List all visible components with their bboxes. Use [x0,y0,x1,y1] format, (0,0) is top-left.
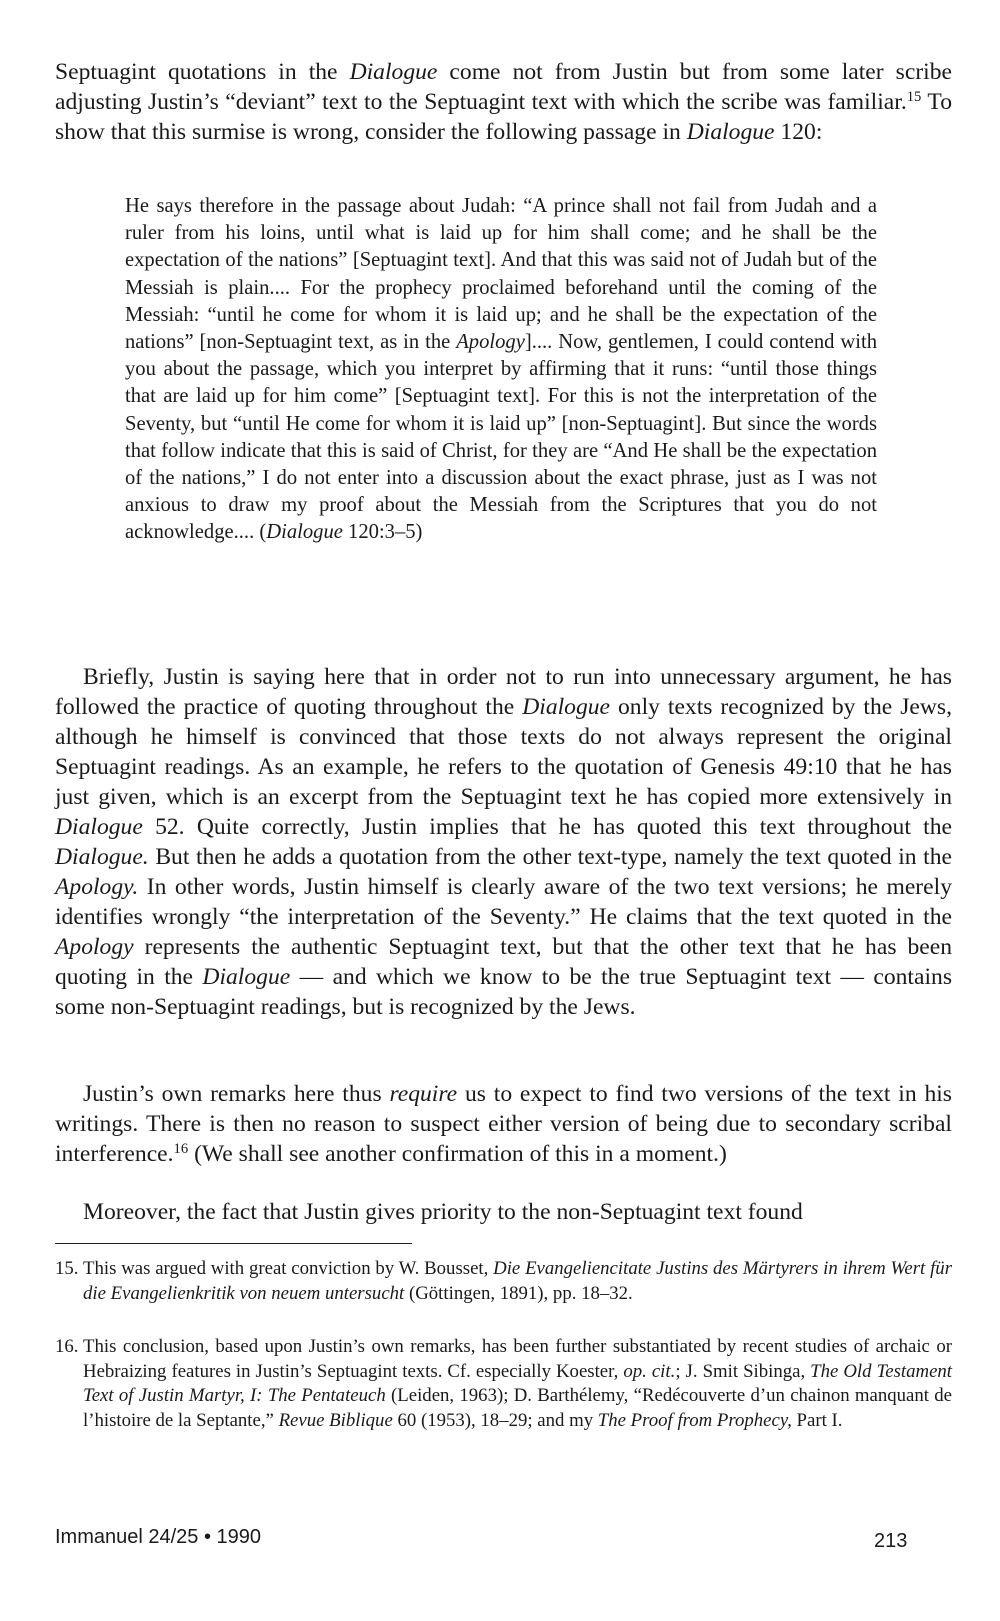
italic-title: Apology [456,331,525,354]
italic-title: The Proof from Prophecy, [597,1409,792,1431]
text-run: Briefly, Justin is saying here that in order not to run into unnecessary argument, he has followed the practice of quoting throughout the [55,664,952,720]
text-run: 120: [774,119,823,145]
footnote-16 [55,1335,952,1433]
page-number: 213 [874,1530,908,1552]
italic-title: Dialogue [55,814,143,840]
text-run: (Göttingen, 1891), pp. 18–32. [404,1282,633,1304]
text-run: us to expect to find two versions of the text in his writings. There is then no reason to suspect either version of being due to secondary scribal interference. [55,1081,952,1167]
italic-title: Apology [55,934,134,960]
text-run: Septuagint quotations in the [55,59,350,85]
text-run: represents the authentic Septuagint text, but that the other text that he has been quoting in the [55,934,952,990]
italic-abbreviation: op. cit. [623,1360,676,1382]
italic-title: Revue Biblique [278,1409,393,1431]
text-run: This was argued with great conviction by W. Bousset, [83,1258,494,1279]
paragraph-1 [55,57,952,147]
paragraph-3 [55,1079,952,1169]
footnote-number: 16. [55,1336,79,1357]
text-run: To show that this surmise is wrong, consider the following passage in [55,89,952,145]
footnote-text [83,1257,952,1306]
italic-title: Apology. [55,874,139,900]
paragraph-4 [55,1197,952,1227]
text-run: 60 (1953), 18–29; and my [392,1409,598,1431]
text-run: Part I. [791,1409,843,1431]
footnote-number: 15. [55,1258,79,1279]
footnote-text [83,1335,952,1433]
italic-title: The Old Testament Text of Justin Martyr, I: The Pentateuch [83,1360,953,1407]
text-run: This conclusion, based upon Justin’s own remarks, has been further substantiated by recent studies of archaic or Hebraizing features in Justin’s Septuagint texts. Cf. especially Koester, [83,1336,952,1382]
text-run: In other words, Justin himself is clearly aware of the two text versions; he merely identifies wrongly “the interpretation of the Seventy.” He claims that the text quoted in the [55,874,952,930]
text-run: — and which we know to be the true Septuagint text — contains some non-Septuagint readings, but is recognized by the Jews. [55,964,952,1020]
text-run: (We shall see another confirmation of this in a moment.) [188,1141,727,1167]
text-run: ].... Now, gentlemen, I could contend with you about the passage, which you interpret by affirming that it runs: “until those things that are laid up for him come” [Septuagint text]. For this is not the interpretation of the Seventy, but “until He come for whom it is laid up” [non-Septuagint]. But since the words that follow indicate that this is said of Christ, for they are “And He shall be the expectation of the nations,” I do not enter into a discussion about the exact phrase, just as I was not anxious to draw my proof about the Messiah from the Scriptures that you do not acknowledge.... ( [125,331,877,544]
text-run: He says therefore in the passage about Judah: “A prince shall not fail from Judah and a ruler from his loins, until what is laid up for him shall come; and he shall be the expectation of the nations” [Septuagint text]. And that this was said not of Judah but of the Messiah is plain.... For the prophecy proclaimed beforehand until the coming of the Messiah: “until he come for whom it is laid up; and he shall be the expectation of the nations” [non-Septuagint text, as in the [125,195,877,354]
italic-title: Dialogue [349,59,438,85]
footnote-reference-15[interactable]: 15 [906,88,922,105]
journal-footer: Immanuel 24/25 • 1990 [55,1526,262,1548]
block-quotation [125,193,877,547]
text-run: 120:3–5) [342,521,423,544]
text-run: (Leiden, 1963); D. Barthélemy, “Redécouverte d’un chainon manquant de l’histoire de la Septante,” [83,1385,952,1431]
italic-title: Dialogue [202,964,291,990]
text-run: 52. Quite correctly, Justin implies that he has quoted this text throughout the [142,814,952,840]
text-run: Moreover, the fact that Justin gives priority to the non-Septuagint text found [83,1199,803,1225]
text-run: Justin’s own remarks here thus [83,1081,390,1107]
italic-title: Dialogue [266,521,343,544]
italic-title: Dialogue [686,119,775,145]
footnote-divider [55,1243,412,1244]
italic-title: Die Evangeliencitate Justins des Märtyrers in ihrem Wert für die Evangelienkritik von neuem untersucht [83,1258,952,1304]
italic-title: Dialogue. [55,844,149,870]
text-run: only texts recognized by the Jews, although he himself is convinced that those texts do not always represent the original Septuagint readings. As an example, he refers to the quotation of Genesis 49:10 that he has just given, which is an excerpt from the Septuagint text he has copied more extensively in [55,694,952,810]
italic-emphasis: require [389,1081,458,1107]
footnote-15 [55,1257,952,1306]
paragraph-2 [55,662,952,1022]
text-run: But then he adds a quotation from the other text-type, namely the text quoted in the [148,844,952,870]
italic-title: Dialogue [522,694,611,720]
text-run: ; J. Smit Sibinga, [675,1360,811,1382]
text-run: come not from Justin but from some later scribe adjusting Justin’s “deviant” text to the Septuagint text with which the scribe was familiar. [55,59,952,115]
footnote-reference-16[interactable]: 16 [173,1140,189,1157]
